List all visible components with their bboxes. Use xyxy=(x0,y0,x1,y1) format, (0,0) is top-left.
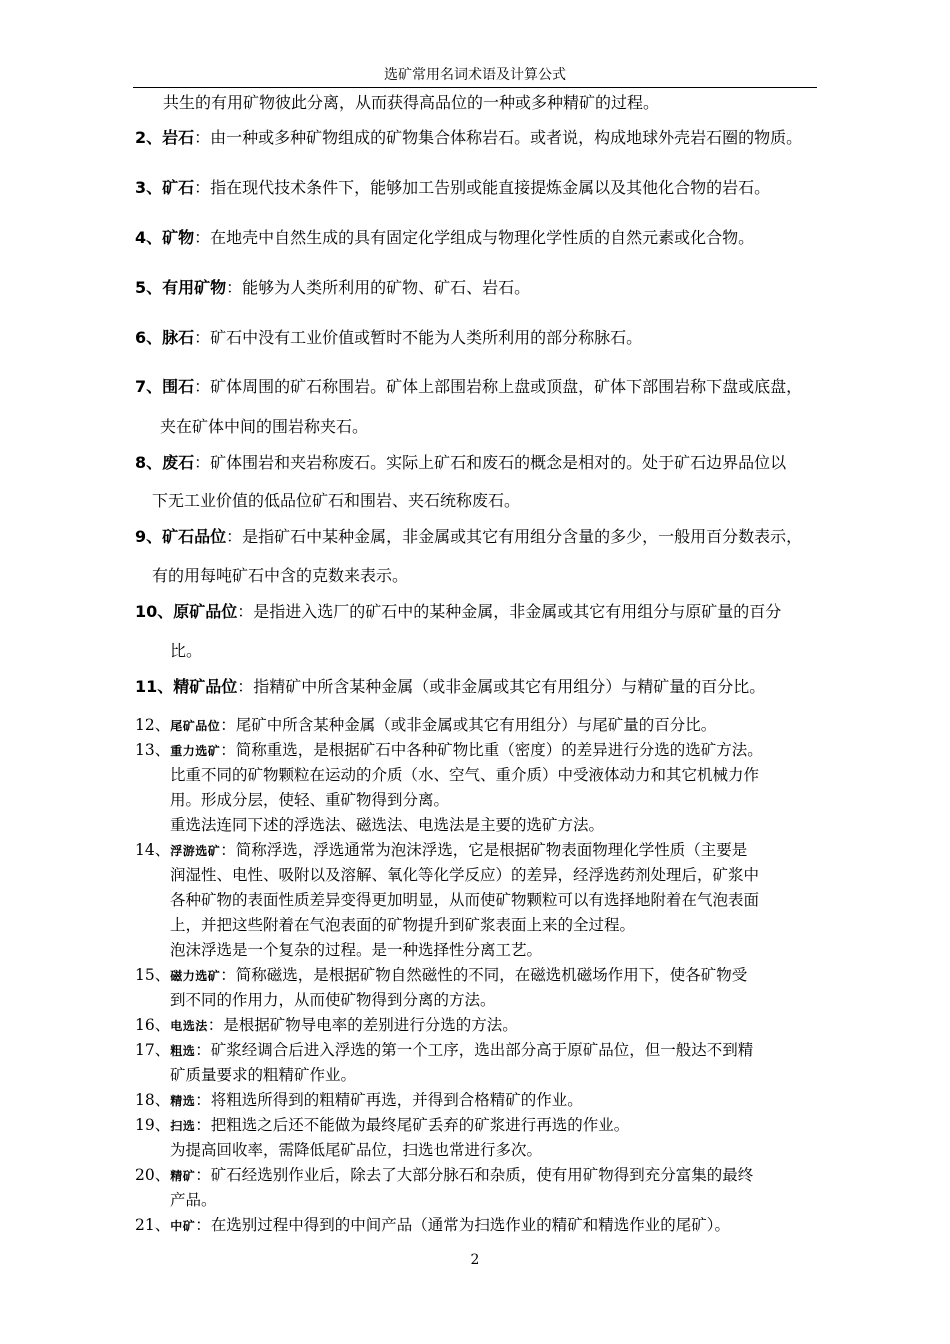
term-entry xyxy=(135,839,747,862)
line-text: 泡沫浮选是一个复杂的过程。是一种选择性分离工艺。 xyxy=(170,941,543,959)
body-line xyxy=(170,1064,356,1086)
entry-number: 19、 xyxy=(135,1116,171,1134)
term-entry xyxy=(135,601,781,623)
line-text: 各种矿物的表面性质差异变得更加明显，从而使矿物颗粒可以有选择地附着在气泡表面 xyxy=(170,891,760,909)
entry-number: 20、 xyxy=(135,1166,171,1184)
body-line xyxy=(170,640,202,662)
entry-definition: ：是指进入选厂的矿石中的某种金属，非金属或其它有用组分与原矿量的百分 xyxy=(237,602,782,621)
entry-number: 4、 xyxy=(135,228,163,247)
entry-definition: ：是指矿石中某种金属，非金属或其它有用组分含量的多少，一般用百分数表示， xyxy=(226,527,803,546)
body-line xyxy=(170,789,449,811)
entry-term: 电选法 xyxy=(170,1019,208,1033)
line-text: 为提高回收率，需降低尾矿品位，扫选也常进行多次。 xyxy=(170,1141,543,1159)
entry-definition: ：将粗选所得到的粗精矿再选，并得到合格精矿的作业。 xyxy=(195,1091,583,1109)
entry-definition: ：是根据矿物导电率的差别进行分选的方法。 xyxy=(207,1016,518,1034)
entry-number: 7、 xyxy=(135,377,163,396)
line-text: 有的用每吨矿石中含的克数来表示。 xyxy=(152,566,409,585)
body-line xyxy=(170,939,542,961)
entry-number: 16、 xyxy=(135,1016,171,1034)
entry-number: 14、 xyxy=(135,841,171,859)
entry-definition: ：由一种或多种矿物组成的矿物集合体称岩石。或者说，构成地球外壳岩石圈的物质。 xyxy=(194,128,803,147)
entry-definition: ：简称重选，是根据矿石中各种矿物比重（密度）的差异进行分选的选矿方法。 xyxy=(220,741,763,759)
body-line xyxy=(170,814,604,836)
term-entry xyxy=(135,714,716,737)
entry-term: 粗选 xyxy=(170,1044,196,1058)
entry-definition: ：矿石中没有工业价值或暂时不能为人类所利用的部分称脉石。 xyxy=(194,328,643,347)
entry-number: 2、 xyxy=(135,128,163,147)
entry-definition: ：矿浆经调合后进入浮选的第一个工序，选出部分高于原矿品位，但一般达不到精 xyxy=(195,1041,754,1059)
entry-term: 精矿 xyxy=(170,1169,196,1183)
entry-definition: ：在选别过程中得到的中间产品（通常为扫选作业的精矿和精选作业的尾矿）。 xyxy=(195,1216,731,1234)
term-entry xyxy=(135,964,747,987)
entry-term: 浮游选矿 xyxy=(170,844,221,858)
line-text: 比重不同的矿物颗粒在运动的介质（水、空气、重介质）中受液体动力和其它机械力作 xyxy=(170,766,760,784)
running-header-title: 选矿常用名词术语及计算公式 xyxy=(384,67,566,83)
line-text: 比。 xyxy=(170,641,203,660)
entry-term: 尾矿品位 xyxy=(170,719,221,733)
term-entry xyxy=(135,452,786,474)
page-number: 2 xyxy=(470,1252,480,1268)
entry-definition: ：指精矿中所含某种金属（或非金属或其它有用组分）与精矿量的百分比。 xyxy=(237,677,766,696)
entry-definition: ：简称浮选，浮选通常为泡沫浮选，它是根据矿物表面物理化学性质（主要是 xyxy=(220,841,748,859)
entry-term: 矿物 xyxy=(162,228,195,247)
entry-definition: ：矿石经选别作业后，除去了大部分脉石和杂质，使有用矿物得到充分富集的最终 xyxy=(195,1166,754,1184)
entry-definition: ：尾矿中所含某种金属（或非金属或其它有用组分）与尾矿量的百分比。 xyxy=(220,716,717,734)
line-text: 用。形成分层，使轻、重矿物得到分离。 xyxy=(170,791,450,809)
line-text: 到不同的作用力，从而使矿物得到分离的方法。 xyxy=(170,991,496,1009)
term-entry xyxy=(135,177,770,199)
line-text: 夹在矿体中间的围岩称夹石。 xyxy=(160,417,369,436)
entry-definition: ：把粗选之后还不能做为最终尾矿丢弃的矿浆进行再选的作业。 xyxy=(195,1116,630,1134)
term-entry xyxy=(135,739,763,762)
entry-number: 5、 xyxy=(135,278,163,297)
entry-definition: ：矿体周围的矿石称围岩。矿体上部围岩称上盘或顶盘，矿体下部围岩称下盘或底盘， xyxy=(194,377,803,396)
term-entry xyxy=(135,1014,518,1037)
line-text: 润湿性、电性、吸附以及溶解、氧化等化学反应）的差异，经浮选药剂处理后，矿浆中 xyxy=(170,866,760,884)
line-text: 重选法连同下述的浮选法、磁选法、电选法是主要的选矿方法。 xyxy=(170,816,605,834)
term-entry xyxy=(135,526,802,548)
body-line xyxy=(170,889,759,911)
entry-term: 中矿 xyxy=(170,1219,196,1233)
entry-term: 围石 xyxy=(162,377,195,396)
term-entry xyxy=(135,676,765,698)
body-line xyxy=(170,1189,217,1211)
term-entry xyxy=(135,127,802,149)
entry-number: 21、 xyxy=(135,1216,171,1234)
line-text: 上，并把这些附着在气泡表面的矿物提升到矿浆表面上来的全过程。 xyxy=(170,916,636,934)
entry-number: 3、 xyxy=(135,178,163,197)
entry-term: 精选 xyxy=(170,1094,196,1108)
entry-number: 10、 xyxy=(135,602,174,621)
term-entry xyxy=(135,327,642,349)
entry-number: 12、 xyxy=(135,716,171,734)
entry-definition: ：指在现代技术条件下，能够加工告别或能直接提炼金属以及其他化合物的岩石。 xyxy=(194,178,771,197)
term-entry xyxy=(135,227,754,249)
entry-definition: ：矿体围岩和夹岩称废石。实际上矿石和废石的概念是相对的。处于矿石边界品位以 xyxy=(194,453,787,472)
body-line xyxy=(170,864,759,886)
body-line xyxy=(152,565,408,587)
line-text: 矿质量要求的粗精矿作业。 xyxy=(170,1066,357,1084)
entry-number: 6、 xyxy=(135,328,163,347)
term-entry xyxy=(135,1214,730,1237)
body-line xyxy=(170,764,759,786)
term-entry xyxy=(135,1164,753,1187)
entry-term: 重力选矿 xyxy=(170,744,221,758)
line-text: 共生的有用矿物彼此分离，从而获得高品位的一种或多种精矿的过程。 xyxy=(163,93,660,112)
line-text: 下无工业价值的低品位矿石和围岩、夹石统称废石。 xyxy=(152,491,521,510)
term-entry xyxy=(135,1039,753,1062)
entry-term: 精矿品位 xyxy=(173,677,238,696)
entry-term: 磁力选矿 xyxy=(170,969,221,983)
entry-number: 9、 xyxy=(135,527,163,546)
entry-number: 8、 xyxy=(135,453,163,472)
body-line xyxy=(170,1139,542,1161)
line-text: 产品。 xyxy=(170,1191,217,1209)
entry-term: 矿石 xyxy=(162,178,195,197)
entry-number: 11、 xyxy=(135,677,174,696)
term-entry xyxy=(135,376,802,398)
entry-number: 13、 xyxy=(135,741,171,759)
term-entry xyxy=(135,277,530,299)
body-line xyxy=(170,989,496,1011)
entry-number: 17、 xyxy=(135,1041,171,1059)
term-entry xyxy=(135,1089,583,1112)
term-entry xyxy=(135,1114,629,1137)
entry-term: 扫选 xyxy=(170,1119,196,1133)
entry-term: 脉石 xyxy=(162,328,195,347)
body-line xyxy=(163,92,659,114)
entry-number: 18、 xyxy=(135,1091,171,1109)
body-line xyxy=(160,416,368,438)
entry-term: 有用矿物 xyxy=(162,278,227,297)
entry-term: 废石 xyxy=(162,453,195,472)
entry-term: 矿石品位 xyxy=(162,527,227,546)
entry-definition: ：在地壳中自然生成的具有固定化学组成与物理化学性质的自然元素或化合物。 xyxy=(194,228,755,247)
entry-term: 岩石 xyxy=(162,128,195,147)
entry-term: 原矿品位 xyxy=(173,602,238,621)
body-line xyxy=(170,914,635,936)
entry-definition: ：能够为人类所利用的矿物、矿石、岩石。 xyxy=(226,278,531,297)
entry-number: 15、 xyxy=(135,966,171,984)
body-line xyxy=(152,490,520,512)
header-rule xyxy=(133,87,817,88)
entry-definition: ：简称磁选，是根据矿物自然磁性的不同，在磁选机磁场作用下，使各矿物受 xyxy=(220,966,748,984)
